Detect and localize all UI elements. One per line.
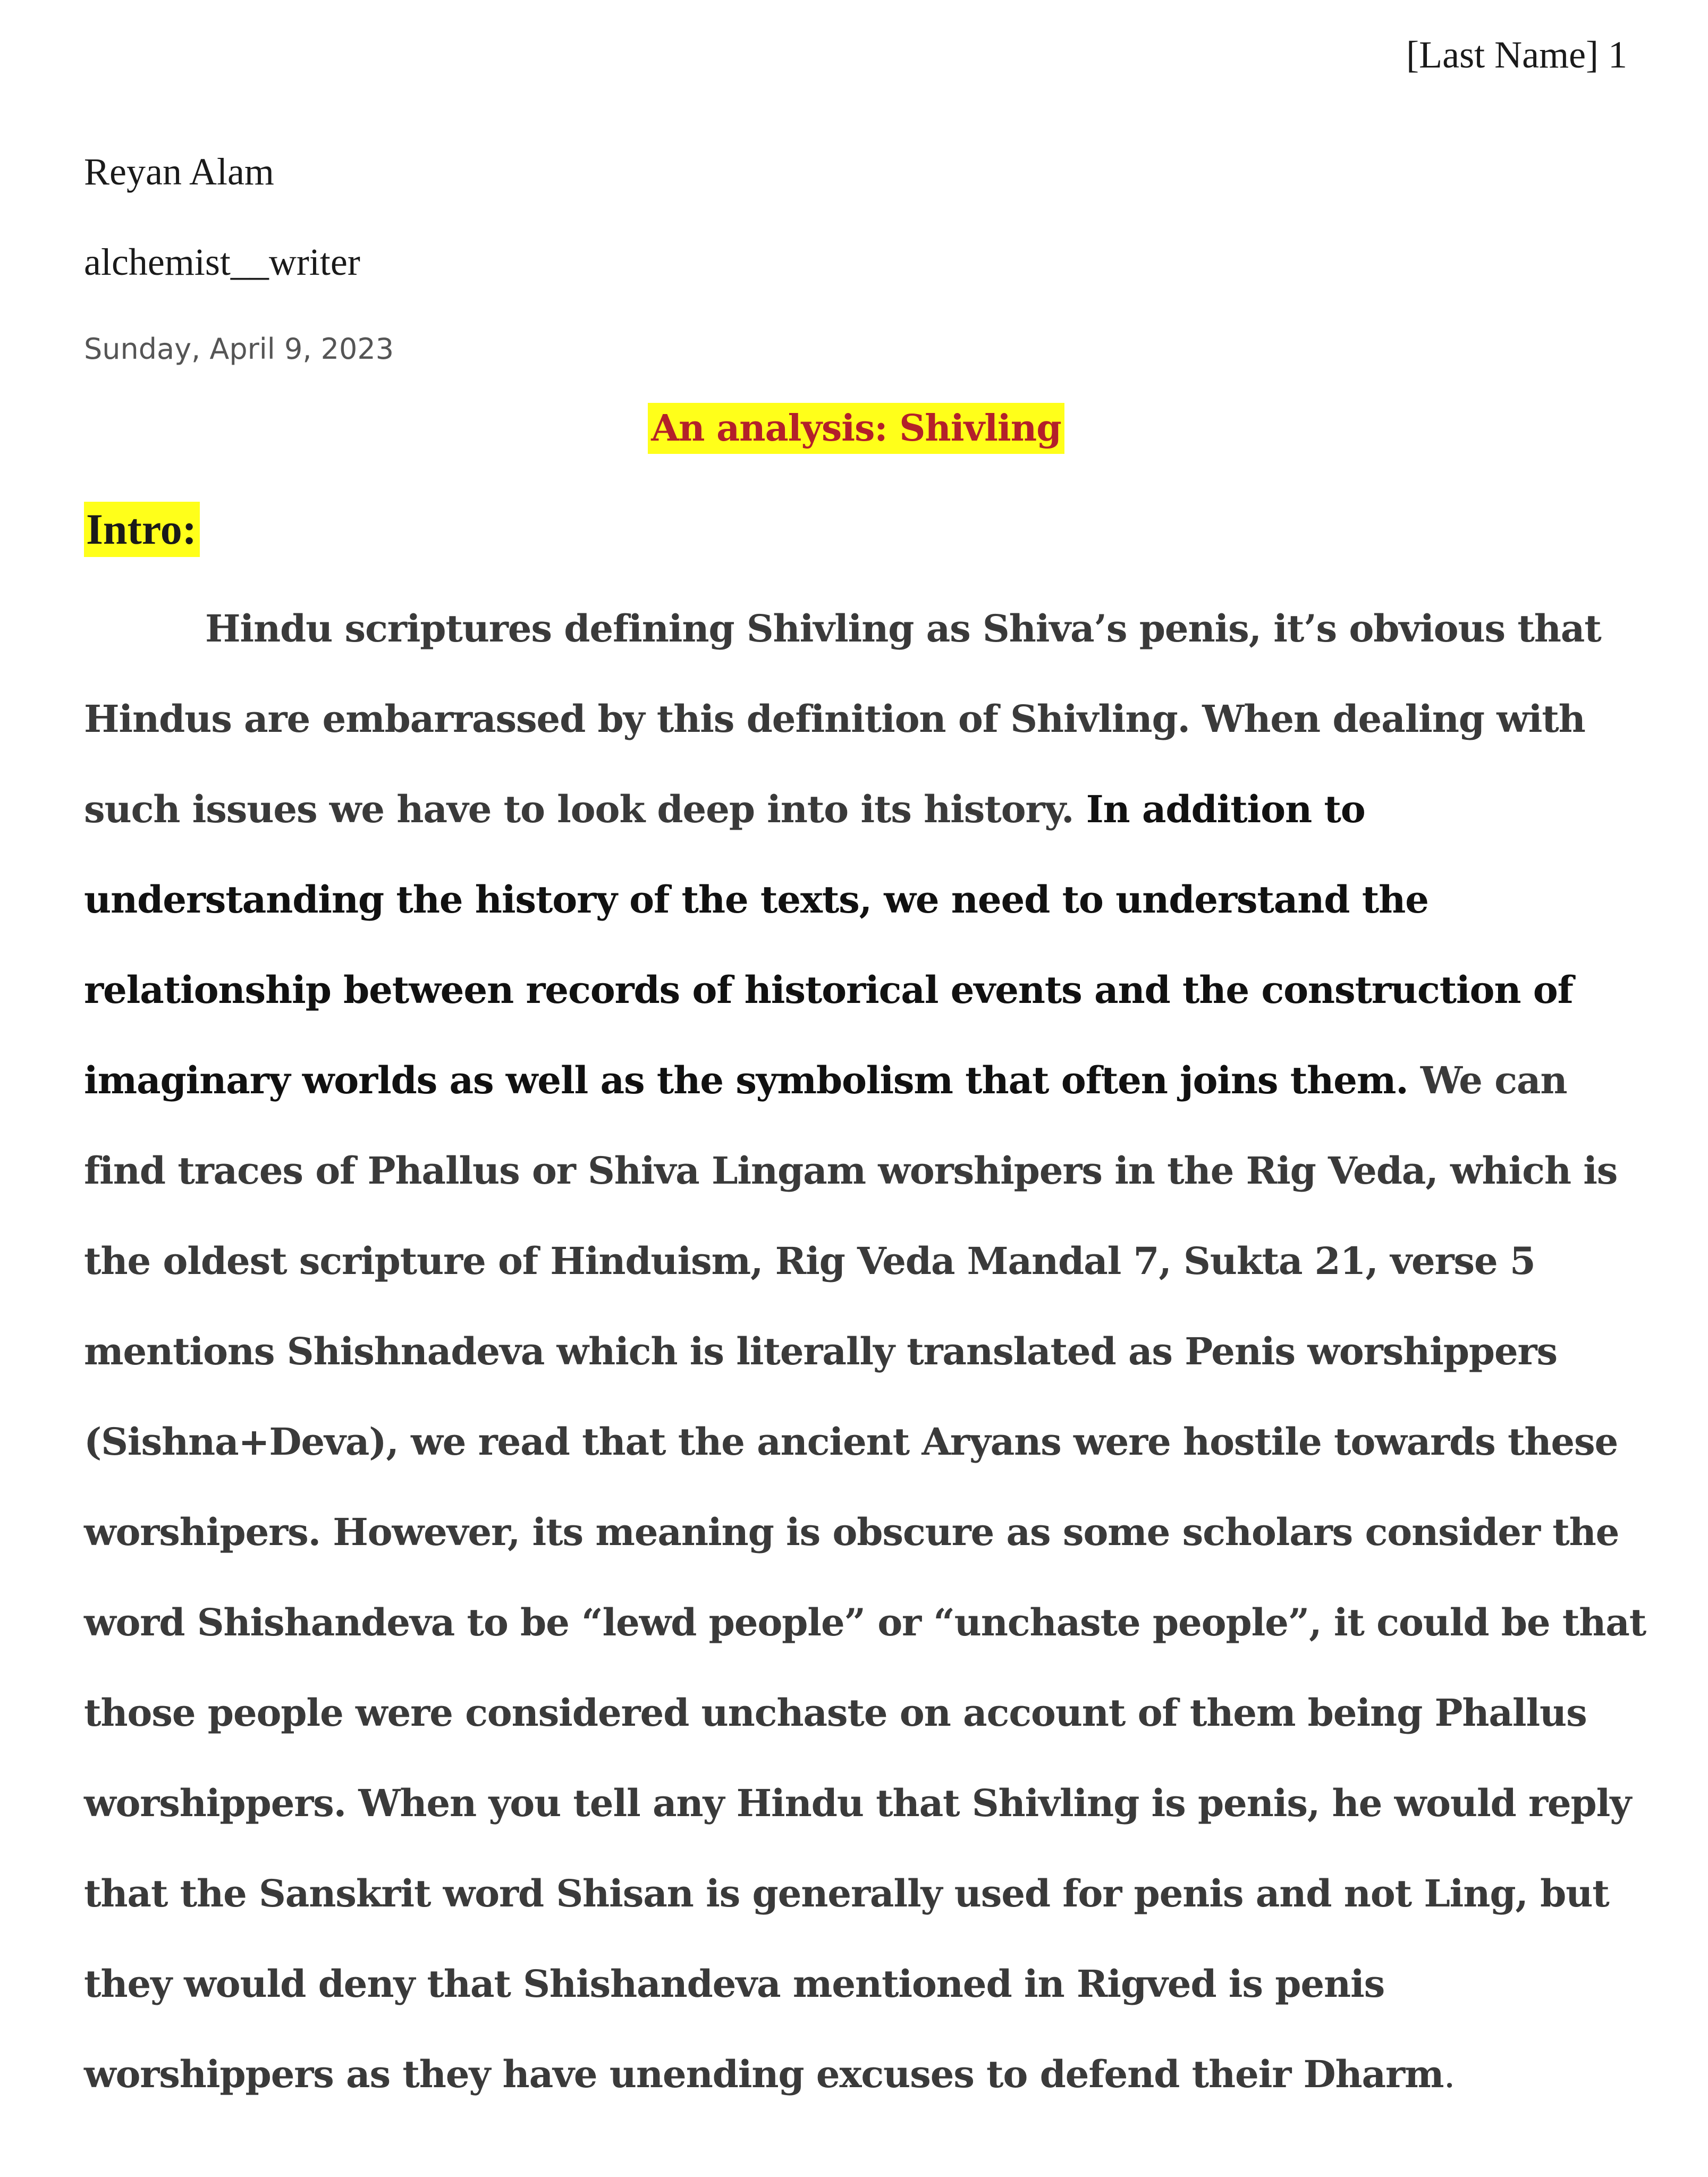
line-segment: such issues we have to look deep into its history. — [84, 787, 1086, 831]
paragraph-line: they would deny that Shishandeva mentioned in Rigved is penis — [84, 1962, 1385, 2006]
section-heading: Intro: — [84, 502, 200, 557]
paragraph-line — [84, 1051, 1657, 1142]
paragraph-line: word Shishandeva to be “lewd people” or “unchaste people”, it could be that — [84, 1600, 1646, 1644]
line-segment-emphasis: imaginary worlds as well as the symbolism that often joins them. — [84, 1058, 1408, 1102]
paragraph-line — [84, 780, 1657, 871]
line-segment-period: . — [1443, 2053, 1455, 2096]
paragraph-line: worshippers. When you tell any Hindu that Shivling is penis, he would reply — [84, 1781, 1631, 1825]
paragraph-line: that the Sanskrit word Shisan is generally used for penis and not Ling, but — [84, 1871, 1609, 1916]
title-row — [0, 403, 1708, 454]
paragraph-line: (Sishna+Deva), we read that the ancient Aryans were hostile towards these — [84, 1420, 1618, 1464]
paragraph-line: the oldest scripture of Hinduism, Rig Veda Mandal 7, Sukta 21, verse 5 — [84, 1239, 1535, 1283]
page-header-marker: [Last Name] 1 — [1406, 33, 1627, 76]
paragraph-line: mentions Shishnadeva which is literally translated as Penis worshippers — [84, 1329, 1557, 1373]
paragraph-line: those people were considered unchaste on account of them being Phallus — [84, 1691, 1587, 1735]
document-date: Sunday, April 9, 2023 — [84, 332, 394, 366]
line-segment-emphasis: In addition to — [1086, 787, 1365, 831]
paragraph-line: Hindus are embarrassed by this definition of Shivling. When dealing with — [84, 697, 1585, 741]
author-name: Reyan Alam — [84, 150, 274, 193]
paragraph-line: relationship between records of historical events and the construction of — [84, 968, 1573, 1012]
paragraph-line — [84, 2045, 1657, 2136]
paragraph-line: worshipers. However, its meaning is obscure as some scholars consider the — [84, 1510, 1619, 1554]
paragraph-line: understanding the history of the texts, we need to understand the — [84, 877, 1428, 922]
line-segment: We can — [1408, 1058, 1567, 1102]
document-title: An analysis: Shivling — [648, 403, 1064, 454]
paragraph-line: find traces of Phallus or Shiva Lingam worshipers in the Rig Veda, which is — [84, 1149, 1618, 1193]
line-segment: worshippers as they have unending excuses to defend their Dharm — [84, 2052, 1444, 2096]
author-handle: alchemist__writer — [84, 241, 360, 283]
body-paragraph — [84, 600, 1657, 2136]
paragraph-line: Hindu scriptures defining Shivling as Shiva’s penis, it’s obvious that — [205, 606, 1601, 651]
